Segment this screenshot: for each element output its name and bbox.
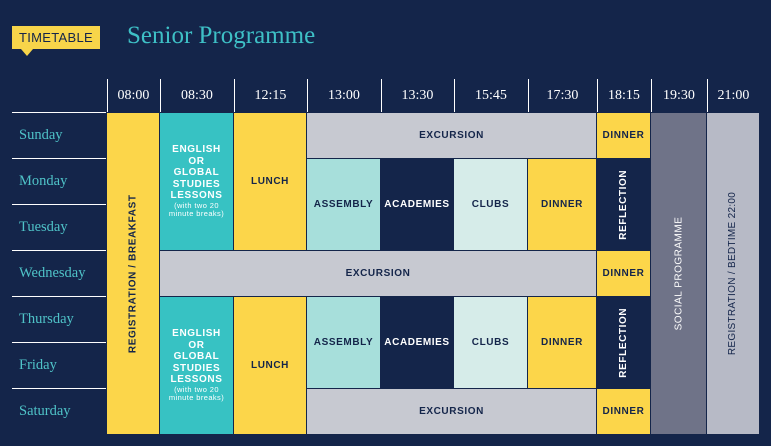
academies-block-2: ACADEMIES	[381, 297, 453, 388]
assembly-block-2: ASSEMBLY	[307, 297, 380, 388]
lessons-block-1	[160, 113, 233, 250]
time-header-1545: 15:45	[454, 79, 527, 112]
registration-bedtime-label: REGISTRATION / BEDTIME 22:00	[727, 191, 739, 356]
lunch-block-2: LUNCH	[234, 297, 306, 434]
day-monday: Monday	[12, 158, 106, 204]
time-header-1330: 13:30	[381, 79, 453, 112]
day-saturday: Saturday	[12, 388, 106, 434]
academies-block-1: ACADEMIES	[381, 159, 453, 250]
dinner-sunday: DINNER	[597, 113, 650, 158]
registration-bedtime-block	[707, 113, 759, 434]
reflection-block-2	[597, 297, 650, 388]
excursion-saturday: EXCURSION	[307, 389, 596, 434]
clubs-block-1: CLUBS	[454, 159, 527, 250]
time-header-0800: 08:00	[107, 79, 159, 112]
social-programme-label: SOCIAL PROGRAMME	[673, 216, 685, 331]
assembly-block-1: ASSEMBLY	[307, 159, 380, 250]
social-programme-block	[651, 113, 706, 434]
day-friday: Friday	[12, 342, 106, 388]
excursion-wednesday: EXCURSION	[160, 251, 596, 296]
dinner-saturday: DINNER	[597, 389, 650, 434]
time-header-1815: 18:15	[597, 79, 650, 112]
lessons-block-2	[160, 297, 233, 434]
reflection-block-1	[597, 159, 650, 250]
day-sunday: Sunday	[12, 112, 106, 158]
dinner-block-1: DINNER	[528, 159, 596, 250]
lunch-block-1: LUNCH	[234, 113, 306, 250]
lessons-label-2: ENGLISH OR GLOBAL STUDIES LESSONS	[170, 328, 223, 386]
clubs-block-2: CLUBS	[454, 297, 527, 388]
registration-breakfast-label: REGISTRATION / BREAKFAST	[127, 194, 139, 353]
registration-breakfast-block	[107, 113, 159, 434]
dinner-block-2: DINNER	[528, 297, 596, 388]
time-header-2100: 21:00	[707, 79, 759, 112]
excursion-sunday: EXCURSION	[307, 113, 596, 158]
reflection-label-2: REFLECTION	[617, 307, 629, 378]
day-tuesday: Tuesday	[12, 204, 106, 250]
timetable-tag: TIMETABLE	[12, 26, 100, 49]
day-wednesday: Wednesday	[12, 250, 106, 296]
time-header-1300: 13:00	[307, 79, 380, 112]
dinner-wednesday: DINNER	[597, 251, 650, 296]
day-thursday: Thursday	[12, 296, 106, 342]
lessons-note-1: (with two 20 minute breaks)	[168, 200, 225, 219]
time-header-1730: 17:30	[528, 79, 596, 112]
time-header-1215: 12:15	[234, 79, 306, 112]
lessons-label-1: ENGLISH OR GLOBAL STUDIES LESSONS	[170, 144, 223, 202]
reflection-label-1: REFLECTION	[617, 169, 629, 240]
lessons-note-2: (with two 20 minute breaks)	[168, 384, 225, 403]
time-header-0830: 08:30	[160, 79, 233, 112]
page-title: Senior Programme	[127, 22, 316, 49]
time-header-1930: 19:30	[651, 79, 706, 112]
